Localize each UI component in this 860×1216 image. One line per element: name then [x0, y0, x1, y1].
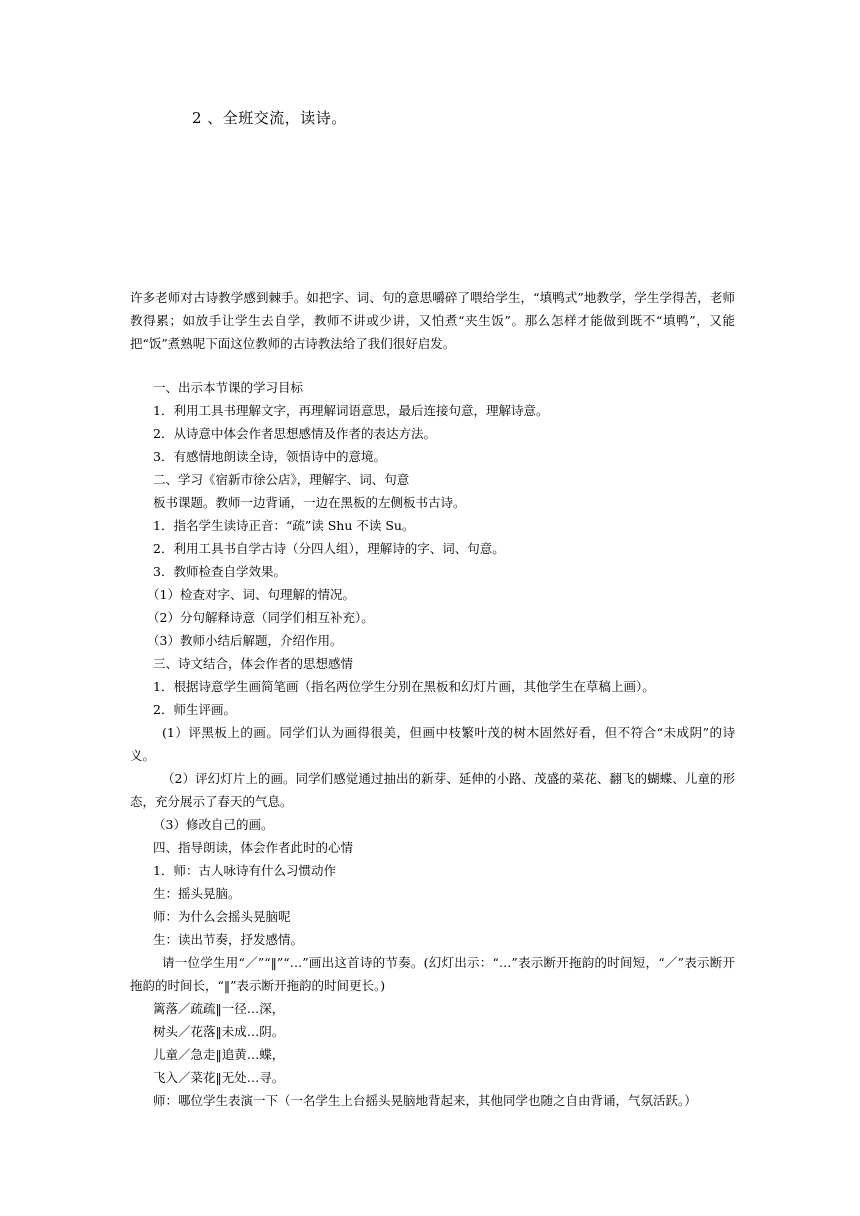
section-title-study: 二、学习《宿新市徐公店》，理解字、词、句意: [153, 472, 410, 487]
section-title-reading: 四、指导朗读，体会作者此时的心情: [153, 840, 354, 855]
dialogue-line: 1．师：古人咏诗有什么习惯动作: [153, 863, 336, 878]
dialogue-line: 师：哪位学生表演一下（一名学生上台摇头晃脑地背起来，其他同学也随之自由背诵，气氛活跃。）: [153, 1093, 697, 1108]
sub-item: （2）分句解释诗意（同学们相互补充）。: [147, 610, 374, 625]
goal-item: 1．利用工具书理解文字，再理解词语意思，最后连接句意，理解诗意。: [153, 403, 549, 418]
section-heading: 2 、全班交流，读诗。: [192, 109, 347, 127]
poem-line: 儿童／急走‖追黄…蝶，: [153, 1047, 285, 1062]
poem-line: 树头／花落‖未成…阴。: [153, 1024, 285, 1039]
combine-item: 1．根据诗意学生画简笔画（指名两位学生分别在黑板和幻灯片画，其他学生在草稿上画）。: [153, 679, 655, 694]
study-item: 2．利用工具书自学古诗（分四人组），理解诗的字、词、句意。: [153, 541, 505, 556]
dialogue-line: 生：摇头晃脑。: [153, 886, 241, 901]
rhythm-instruction: 请一位学生用“／”“‖”“…”画出这首诗的节奏。(幻灯出示：“…”表示断开拖韵的时间短，“／”表示断开拖韵的时间长，“‖”表示断开拖韵的时间更长。): [130, 955, 735, 993]
poem-line: 飞入／菜花‖无处…寻。: [153, 1070, 285, 1085]
review-paragraph: (1）评黑板上的画。同学们认为画得很美，但画中枝繁叶茂的树木固然好看，但不符合“未成阴”的诗义。: [130, 725, 735, 763]
sub-item: （3）教师小结后解题，介绍作用。: [147, 633, 343, 648]
lesson-body: [130, 376, 735, 1112]
goal-item: 2．从诗意中体会作者思想感情及作者的表达方法。: [153, 426, 436, 441]
dialogue-line: 生：读出节奏，抒发感情。: [153, 932, 304, 947]
goal-item: 3．有感情地朗读全诗，领悟诗中的意境。: [153, 449, 386, 464]
dialogue-line: 师：为什么会摇头晃脑呢: [153, 909, 291, 924]
intro-paragraph: 许多老师对古诗教学感到棘手。如把字、词、句的意思嚼碎了喂给学生，“填鸭式”地教学，学生学得苦，老师教得累；如放手让学生去自学，教师不讲或少讲，又怕煮“夹生饭”。那么怎样才能做到既不“填鸭”，又能把“饭”煮熟呢下面这位教师的古诗教法给了我们很好启发。: [130, 290, 735, 351]
study-item: 3．教师检查自学效果。: [153, 564, 286, 579]
section-title-goals: 一、出示本节课的学习目标: [153, 380, 304, 395]
sub-item: （1）检查对字、词、句理解的情况。: [147, 587, 355, 602]
text-line: 板书课题。教师一边背诵，一边在黑板的左侧板书古诗。: [153, 495, 466, 510]
combine-item: 2．师生评画。: [153, 702, 236, 717]
poem-line: 篱落／疏疏‖一径…深，: [153, 1001, 285, 1016]
section-title-combine: 三、诗文结合，体会作者的思想感情: [153, 656, 354, 671]
study-item: 1．指名学生读诗正音：“疏”读 Shu 不读 Su。: [153, 518, 415, 533]
review-paragraph: （2）评幻灯片上的画。同学们感觉通过抽出的新芽、延伸的小路、茂盛的菜花、翻飞的蝴蝶、儿童的形态，充分展示了春天的气息。: [130, 771, 735, 809]
sub-item: （3）修改自己的画。: [153, 817, 274, 832]
